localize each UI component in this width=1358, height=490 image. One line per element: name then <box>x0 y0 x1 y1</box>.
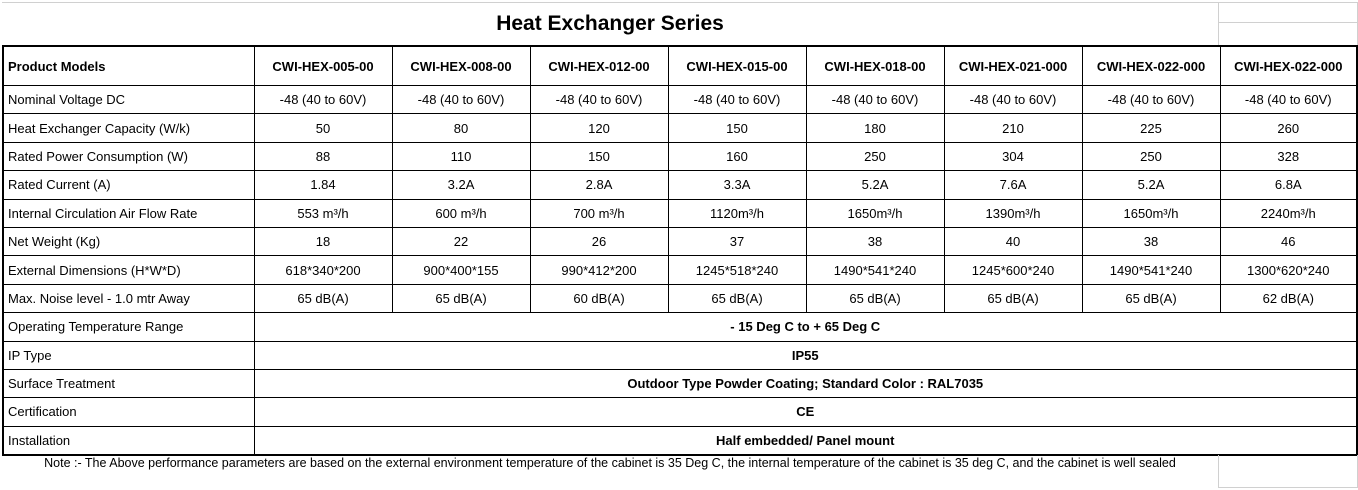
table-cell: 22 <box>392 227 530 255</box>
row-label: Surface Treatment <box>3 369 254 397</box>
model-header: CWI-HEX-005-00 <box>254 46 392 86</box>
row-label: Nominal Voltage DC <box>3 86 254 114</box>
table-cell: -48 (40 to 60V) <box>1220 86 1357 114</box>
table-cell: 50 <box>254 114 392 142</box>
table-cell: 7.6A <box>944 171 1082 199</box>
row-label: External Dimensions (H*W*D) <box>3 256 254 284</box>
row-label: Rated Current (A) <box>3 171 254 199</box>
table-row <box>3 142 1357 170</box>
row-label: Operating Temperature Range <box>3 313 254 341</box>
table-cell: 210 <box>944 114 1082 142</box>
table-cell: 3.2A <box>392 171 530 199</box>
table-cell: 65 dB(A) <box>806 284 944 312</box>
table-cell: 88 <box>254 142 392 170</box>
footnote: Note :- The Above performance parameters are based on the external environment temperature of the cabinet is 35 Deg C, the internal temperature of the cabinet is 35 deg C, and the cabinet is well sealed <box>44 456 1176 470</box>
table-cell: 618*340*200 <box>254 256 392 284</box>
table-cell: 260 <box>1220 114 1357 142</box>
table-cell: -48 (40 to 60V) <box>944 86 1082 114</box>
table-row <box>3 171 1357 199</box>
table-cell: 38 <box>1082 227 1220 255</box>
table-cell: 5.2A <box>806 171 944 199</box>
table-cell: 1650m³/h <box>806 199 944 227</box>
table-row <box>3 369 1357 397</box>
merged-cell: Half embedded/ Panel mount <box>254 426 1357 455</box>
table-row <box>3 284 1357 312</box>
merged-cell: Outdoor Type Powder Coating; Standard Color : RAL7035 <box>254 369 1357 397</box>
table-row <box>3 227 1357 255</box>
table-cell: 304 <box>944 142 1082 170</box>
row-label: Heat Exchanger Capacity (W/k) <box>3 114 254 142</box>
model-header: CWI-HEX-022-000 <box>1082 46 1220 86</box>
model-header: CWI-HEX-018-00 <box>806 46 944 86</box>
table-cell: 1490*541*240 <box>1082 256 1220 284</box>
merged-cell: - 15 Deg C to + 65 Deg C <box>254 313 1357 341</box>
table-cell: -48 (40 to 60V) <box>806 86 944 114</box>
table-cell: 700 m³/h <box>530 199 668 227</box>
table-cell: 5.2A <box>1082 171 1220 199</box>
row-label: Internal Circulation Air Flow Rate <box>3 199 254 227</box>
table-row <box>3 341 1357 369</box>
table-cell: 225 <box>1082 114 1220 142</box>
table-cell: 1490*541*240 <box>806 256 944 284</box>
table-cell: -48 (40 to 60V) <box>1082 86 1220 114</box>
merged-cell: CE <box>254 398 1357 426</box>
table-cell: 18 <box>254 227 392 255</box>
table-row <box>3 86 1357 114</box>
table-cell: -48 (40 to 60V) <box>392 86 530 114</box>
table-cell: 3.3A <box>668 171 806 199</box>
page-title: Heat Exchanger Series <box>2 2 1218 45</box>
table-cell: -48 (40 to 60V) <box>530 86 668 114</box>
empty-cell <box>1218 22 1358 46</box>
table-cell: 990*412*200 <box>530 256 668 284</box>
header-row <box>3 46 1357 86</box>
table-cell: 37 <box>668 227 806 255</box>
table-cell: 2240m³/h <box>1220 199 1357 227</box>
model-header: CWI-HEX-012-00 <box>530 46 668 86</box>
table-cell: 110 <box>392 142 530 170</box>
table-cell: 1390m³/h <box>944 199 1082 227</box>
row-label: Installation <box>3 426 254 455</box>
table-cell: 120 <box>530 114 668 142</box>
row-label: Rated Power Consumption (W) <box>3 142 254 170</box>
table-cell: 60 dB(A) <box>530 284 668 312</box>
table-cell: 180 <box>806 114 944 142</box>
merged-cell: IP55 <box>254 341 1357 369</box>
table-cell: 150 <box>668 114 806 142</box>
table-row <box>3 256 1357 284</box>
table-cell: 65 dB(A) <box>392 284 530 312</box>
table-cell: 46 <box>1220 227 1357 255</box>
header-label: Product Models <box>3 46 254 86</box>
spec-table <box>2 45 1358 456</box>
table-cell: 40 <box>944 227 1082 255</box>
table-cell: 150 <box>530 142 668 170</box>
table-cell: 65 dB(A) <box>668 284 806 312</box>
table-cell: 80 <box>392 114 530 142</box>
model-header: CWI-HEX-022-000 <box>1220 46 1357 86</box>
table-cell: 62 dB(A) <box>1220 284 1357 312</box>
table-cell: -48 (40 to 60V) <box>668 86 806 114</box>
table-cell: 1650m³/h <box>1082 199 1220 227</box>
table-cell: 26 <box>530 227 668 255</box>
table-cell: -48 (40 to 60V) <box>254 86 392 114</box>
table-cell: 1245*518*240 <box>668 256 806 284</box>
table-cell: 250 <box>1082 142 1220 170</box>
table-cell: 6.8A <box>1220 171 1357 199</box>
table-cell: 65 dB(A) <box>254 284 392 312</box>
table-cell: 1.84 <box>254 171 392 199</box>
model-header: CWI-HEX-021-000 <box>944 46 1082 86</box>
table-cell: 1300*620*240 <box>1220 256 1357 284</box>
table-cell: 1245*600*240 <box>944 256 1082 284</box>
table-cell: 65 dB(A) <box>944 284 1082 312</box>
empty-cell <box>1218 455 1358 488</box>
row-label: Net Weight (Kg) <box>3 227 254 255</box>
table-row <box>3 398 1357 426</box>
row-label: IP Type <box>3 341 254 369</box>
row-label: Max. Noise level - 1.0 mtr Away <box>3 284 254 312</box>
table-cell: 553 m³/h <box>254 199 392 227</box>
table-cell: 250 <box>806 142 944 170</box>
table-row <box>3 426 1357 455</box>
table-cell: 328 <box>1220 142 1357 170</box>
table-row <box>3 199 1357 227</box>
model-header: CWI-HEX-015-00 <box>668 46 806 86</box>
table-row <box>3 114 1357 142</box>
table-cell: 1120m³/h <box>668 199 806 227</box>
empty-cell <box>1218 2 1358 23</box>
table-cell: 65 dB(A) <box>1082 284 1220 312</box>
table-cell: 600 m³/h <box>392 199 530 227</box>
table-row <box>3 313 1357 341</box>
table-cell: 38 <box>806 227 944 255</box>
table-cell: 2.8A <box>530 171 668 199</box>
row-label: Certification <box>3 398 254 426</box>
model-header: CWI-HEX-008-00 <box>392 46 530 86</box>
table-cell: 900*400*155 <box>392 256 530 284</box>
table-cell: 160 <box>668 142 806 170</box>
